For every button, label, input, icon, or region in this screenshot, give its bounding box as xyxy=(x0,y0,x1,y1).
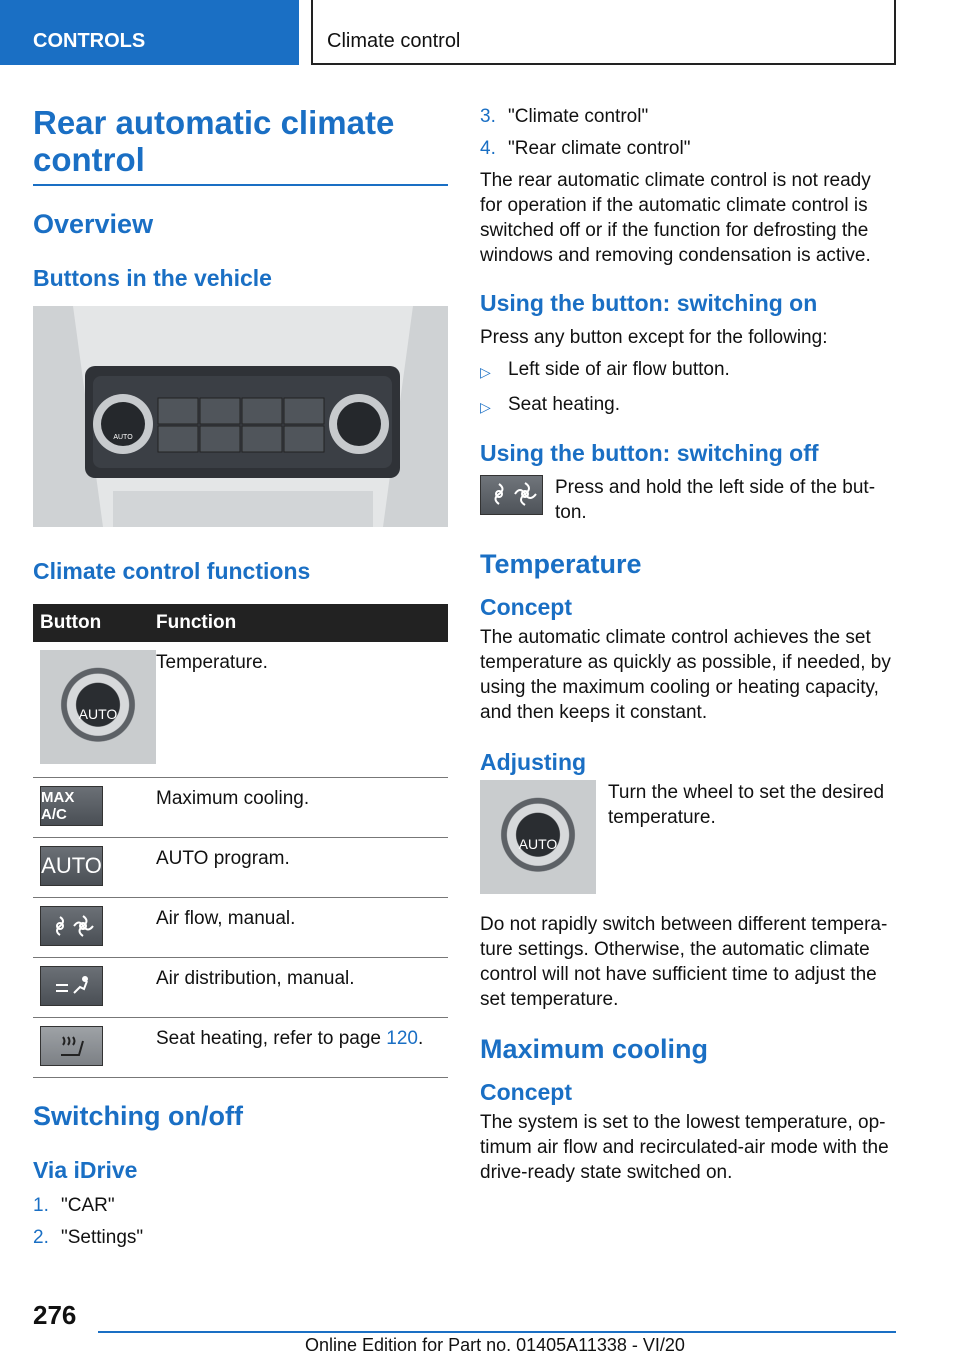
functions-table xyxy=(33,604,448,1078)
table-row xyxy=(33,958,448,1018)
row-function: Air flow, manual. xyxy=(156,908,296,929)
edition-text: Online Edition for Part no. 01405A11338 - VI/20 xyxy=(305,1335,685,1355)
temperature-heading: Temperature xyxy=(480,549,642,579)
list-item: 1. "CAR" xyxy=(33,1195,115,1216)
functions-heading: Climate control functions xyxy=(33,558,311,584)
switch-off-heading: Using the button: switching off xyxy=(480,440,819,466)
max-ac-icon: MAX A/C xyxy=(40,786,103,826)
page-number: 276 xyxy=(33,1300,77,1330)
row-function: Maximum cooling. xyxy=(156,788,310,809)
right-column xyxy=(480,104,896,1185)
table-row xyxy=(33,898,448,958)
footer-rule xyxy=(98,1331,896,1333)
concept2-text: The system is set to the lowest temperature, op- timum air flow and recirculated-air mode with the drive-ready state switched on. xyxy=(480,1112,889,1183)
not-ready-text: The rear automatic climate control is not ready for operation if the automatic climate control is switched off or if the function for defrosting the windows and removing condensation is active. xyxy=(480,170,871,266)
rapid-switch-text: Do not rapidly switch between different tempera- ture settings. Otherwise, the automatic climate control will not have sufficient time to adjust the set temperature. xyxy=(480,914,888,1010)
fan-off-icon xyxy=(480,475,543,515)
list-item: ▷ Left side of air flow button. xyxy=(480,359,730,380)
switch-on-text: Press any button except for the following: xyxy=(480,327,828,348)
page-title: Rear automatic climate control xyxy=(33,104,448,186)
concept-heading: Concept xyxy=(480,594,572,620)
row-function: Temperature. xyxy=(156,652,268,673)
idrive-heading: Via iDrive xyxy=(33,1157,138,1183)
adjusting-text: Turn the wheel to set the desired temperature. xyxy=(608,782,885,828)
row-function: Seat heating, refer to page 120. xyxy=(156,1028,424,1049)
switching-heading: Switching on/off xyxy=(33,1101,243,1131)
list-item: 3. "Climate control" xyxy=(480,106,649,127)
list-item: 4. "Rear climate control" xyxy=(480,138,691,159)
switch-off-block xyxy=(480,475,896,525)
overview-heading: Overview xyxy=(33,209,154,239)
page-link[interactable]: 120 xyxy=(386,1028,418,1049)
air-distribution-icon xyxy=(40,966,103,1006)
photo-auto-label: AUTO xyxy=(113,434,133,441)
concept2-heading: Concept xyxy=(480,1079,572,1105)
col-button-header: Button xyxy=(40,612,102,633)
temperature-knob-icon: AUTO xyxy=(40,650,156,764)
seat-heating-icon xyxy=(40,1026,103,1066)
switch-on-heading: Using the button: switching on xyxy=(480,290,818,316)
row-function: Air distribution, manual. xyxy=(156,968,355,989)
table-header xyxy=(33,604,448,642)
switch-off-text: Press and hold the left side of the but- ton. xyxy=(555,477,876,523)
vehicle-photo xyxy=(33,306,448,527)
temperature-knob-icon: AUTO xyxy=(480,780,596,894)
climate-panel-illustration xyxy=(33,306,448,527)
table-row xyxy=(33,1018,448,1078)
idrive-steps xyxy=(33,1193,143,1250)
row-function: AUTO program. xyxy=(156,848,290,869)
table-row xyxy=(33,838,448,898)
table-row xyxy=(33,642,448,778)
chapter-title: Climate control xyxy=(311,0,896,65)
list-item: 2. "Settings" xyxy=(33,1227,144,1248)
concept-text: The automatic climate control achieves the set temperature as quickly as possible, if needed, by using the maximum cooling or heating capacity, and then keeps it constant. xyxy=(480,627,891,723)
max-cooling-heading: Maximum cooling xyxy=(480,1034,709,1064)
col-function-header: Function xyxy=(156,612,237,633)
list-item: ▷ Seat heating. xyxy=(480,394,620,415)
adjusting-heading: Adjusting xyxy=(480,749,587,775)
fan-icon xyxy=(40,906,103,946)
auto-program-icon: AUTO xyxy=(40,846,103,886)
adjusting-block xyxy=(480,780,896,894)
buttons-heading: Buttons in the vehicle xyxy=(33,265,272,291)
section-tab[interactable]: CONTROLS xyxy=(0,0,299,65)
table-row xyxy=(33,778,448,838)
